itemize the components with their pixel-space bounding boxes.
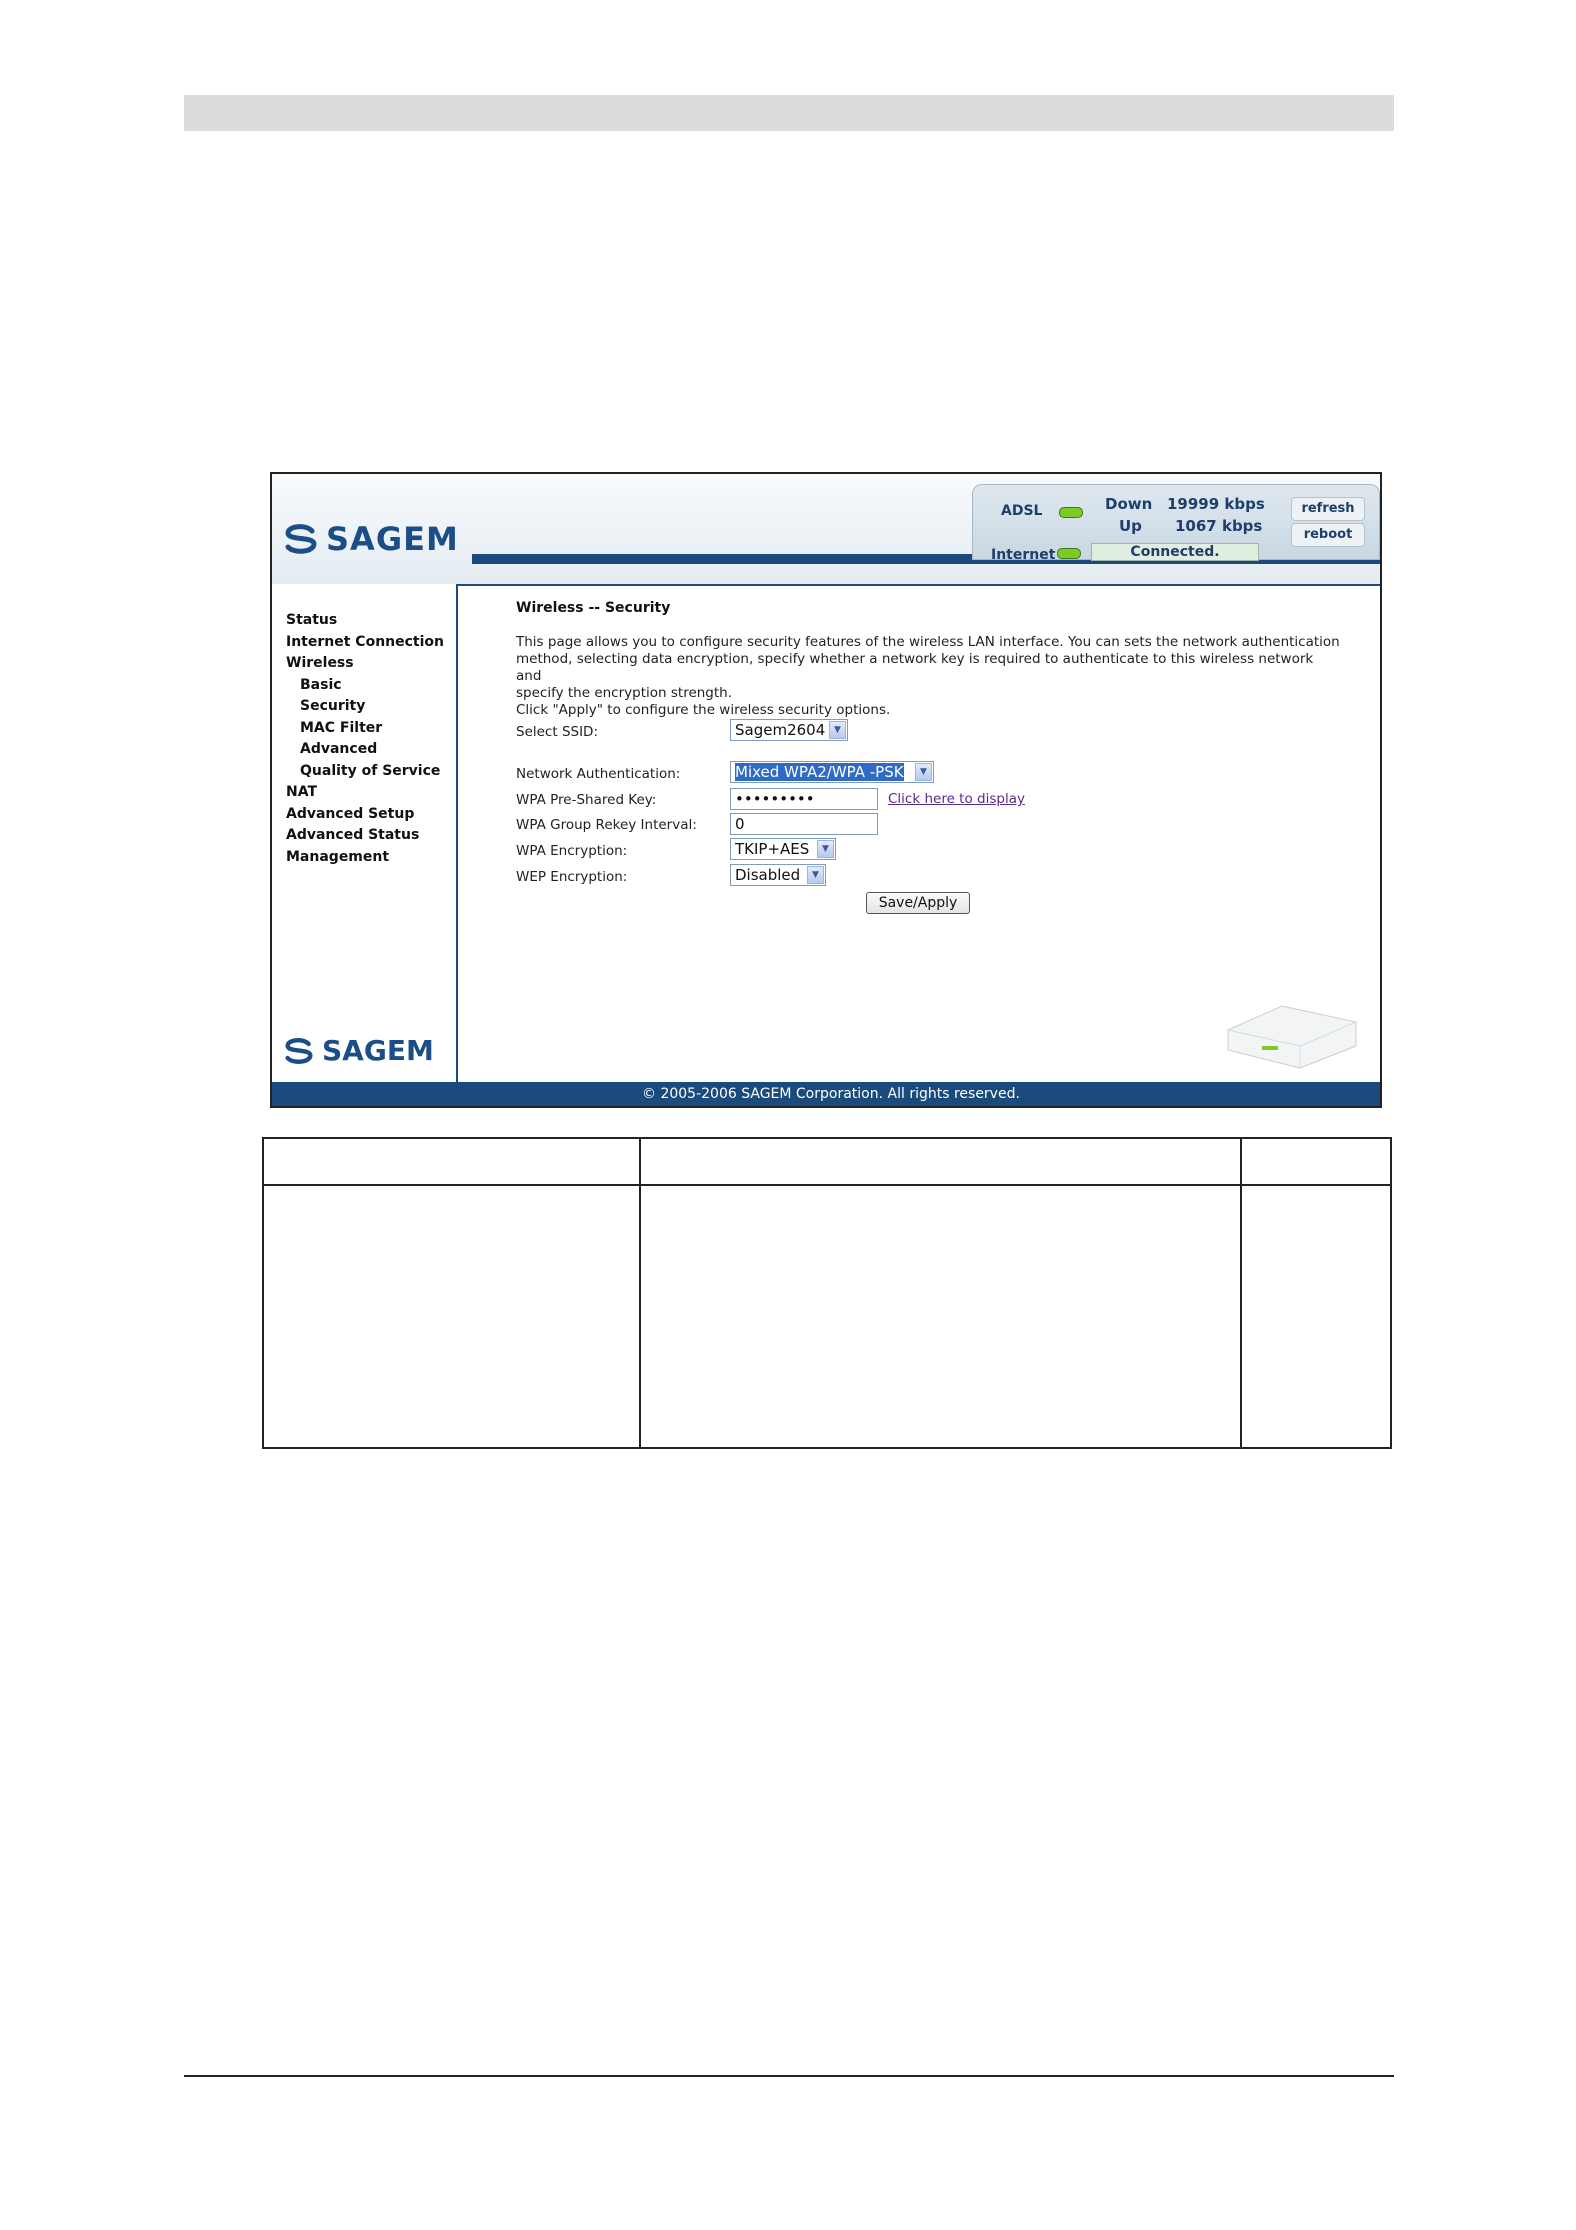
refresh-button[interactable]: refresh: [1291, 497, 1365, 521]
up-rate: 1067 kbps: [1175, 517, 1263, 535]
ssid-value: Sagem2604: [735, 721, 826, 739]
sidebar-item-mac-filter[interactable]: MAC Filter: [300, 719, 383, 736]
psk-label: WPA Pre-Shared Key:: [516, 792, 657, 808]
sidebar-nav: [286, 610, 444, 868]
wep-encryption-select[interactable]: [730, 864, 826, 886]
table-header-divider: [264, 1184, 1390, 1186]
page-description: [516, 634, 1342, 719]
adsl-label: ADSL: [1001, 503, 1043, 519]
description-line: Click "Apply" to configure the wireless security options.: [516, 702, 891, 718]
show-key-link[interactable]: Click here to display: [888, 791, 1025, 807]
description-line: This page allows you to configure security features of the wireless LAN interface. You can sets the network authentication: [516, 634, 1340, 650]
rekey-value: 0: [735, 815, 745, 833]
sidebar: [272, 584, 458, 1082]
description-line: specify the encryption strength.: [516, 685, 733, 701]
sidebar-item-quality-of-service[interactable]: Quality of Service: [300, 762, 441, 779]
chevron-down-icon[interactable]: ▼: [807, 866, 824, 884]
sidebar-item-basic[interactable]: Basic: [300, 676, 342, 693]
chevron-down-icon[interactable]: ▼: [817, 840, 834, 858]
sagem-swirl-icon: [282, 523, 320, 555]
sagem-swirl-icon: [282, 1037, 316, 1065]
sidebar-item-status[interactable]: Status: [286, 612, 338, 628]
psk-value: •••••••••: [735, 790, 815, 808]
adsl-led-icon: [1059, 507, 1083, 518]
sidebar-logo-text: SAGEM: [322, 1034, 434, 1067]
psk-input[interactable]: [730, 788, 878, 810]
wpa-encryption-value: TKIP+AES: [735, 840, 810, 858]
sidebar-item-advanced[interactable]: Advanced: [300, 741, 378, 757]
reboot-button[interactable]: reboot: [1291, 523, 1365, 547]
table-column-divider: [1240, 1139, 1242, 1447]
sidebar-item-security[interactable]: Security: [300, 698, 366, 714]
main-content: [456, 584, 1382, 1084]
wep-encryption-value: Disabled: [735, 866, 801, 884]
empty-table: [262, 1137, 1392, 1449]
router-device-icon: [1222, 1000, 1362, 1072]
sidebar-item-wireless[interactable]: Wireless: [286, 655, 354, 671]
down-rate: 19999 kbps: [1167, 495, 1265, 513]
auth-label: Network Authentication:: [516, 766, 681, 782]
table-column-divider: [639, 1139, 641, 1447]
status-panel: [972, 484, 1380, 563]
sidebar-logo: [282, 1034, 434, 1067]
down-label: Down: [1105, 495, 1153, 513]
rekey-interval-input[interactable]: [730, 813, 878, 835]
sidebar-item-advanced-status[interactable]: Advanced Status: [286, 827, 420, 843]
ssid-label: Select SSID:: [516, 724, 599, 740]
wpa-encryption-label: WPA Encryption:: [516, 843, 628, 859]
copyright-text: © 2005-2006 SAGEM Corporation. All rights reserved.: [642, 1086, 1020, 1102]
page-title: Wireless -- Security: [516, 600, 671, 616]
description-line: method, selecting data encryption, specify whether a network key is required to authenticate to this wireless network and: [516, 651, 1314, 684]
footer-bar: [272, 1082, 1380, 1108]
internet-led-icon: [1057, 548, 1081, 559]
sidebar-item-internet-connection[interactable]: Internet Connection: [286, 633, 444, 650]
up-label: Up: [1119, 517, 1142, 535]
save-apply-button[interactable]: Save/Apply: [866, 892, 970, 914]
connection-status: Connected.: [1091, 543, 1259, 561]
auth-value: Mixed WPA2/WPA -PSK: [735, 763, 904, 781]
sidebar-item-management[interactable]: Management: [286, 848, 390, 865]
document-footer-rule: [184, 2075, 1394, 2077]
document-header-bar: [184, 95, 1394, 131]
wpa-encryption-select[interactable]: [730, 838, 836, 860]
rekey-label: WPA Group Rekey Interval:: [516, 817, 697, 833]
ssid-select[interactable]: [730, 719, 848, 741]
sidebar-item-advanced-setup[interactable]: Advanced Setup: [286, 805, 415, 822]
internet-label: Internet: [991, 547, 1056, 563]
sidebar-item-nat[interactable]: NAT: [286, 784, 318, 800]
network-auth-select[interactable]: [730, 761, 934, 783]
chevron-down-icon[interactable]: ▼: [829, 721, 846, 739]
sagem-logo: [282, 520, 459, 558]
wep-encryption-label: WEP Encryption:: [516, 869, 628, 885]
router-screenshot: [270, 472, 1382, 1108]
logo-text: SAGEM: [326, 520, 459, 558]
chevron-down-icon[interactable]: ▼: [915, 763, 932, 781]
